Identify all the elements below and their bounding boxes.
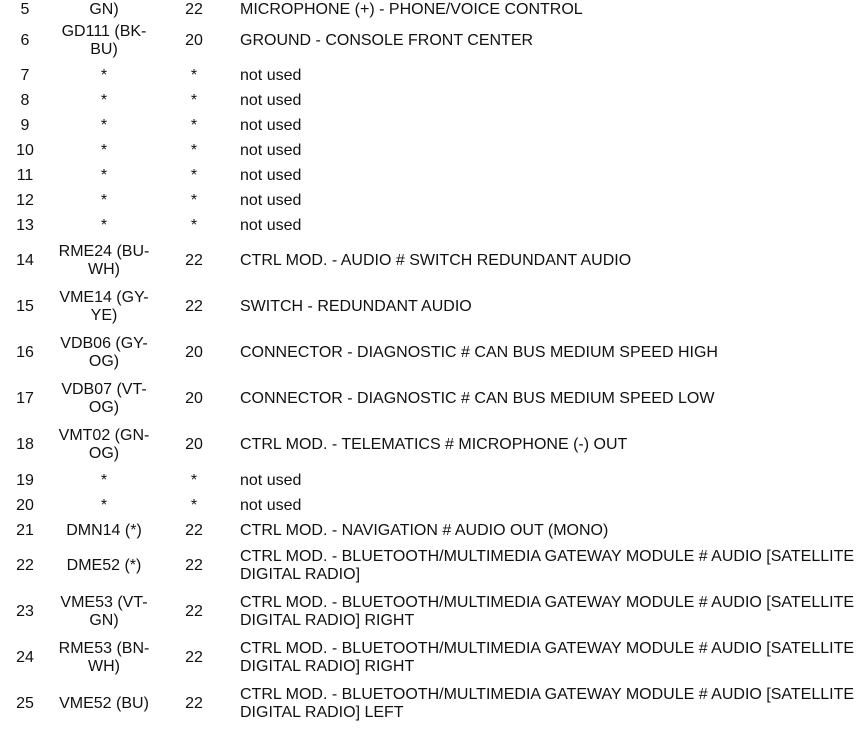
table-row xyxy=(0,19,859,63)
pin-number: 6 xyxy=(20,32,30,49)
pin-number: 22 xyxy=(16,557,34,574)
wire-gauge: 20 xyxy=(185,32,203,49)
pin-number: 11 xyxy=(16,166,34,184)
pin-function: not used xyxy=(240,471,302,489)
circuit-code: DMN14 (*) xyxy=(66,521,142,539)
table-row xyxy=(0,63,859,88)
wire-gauge: * xyxy=(190,166,198,184)
circuit-code: * xyxy=(100,166,108,184)
circuit-code: GN) xyxy=(89,0,119,18)
pin-function: CONNECTOR - DIAGNOSTIC # CAN BUS MEDIUM SPEED HIGH xyxy=(240,344,718,361)
pin-number: 12 xyxy=(16,191,34,209)
wire-gauge: * xyxy=(190,496,198,514)
wire-gauge: 22 xyxy=(185,252,203,269)
table-row xyxy=(0,635,859,681)
pin-function: not used xyxy=(240,116,302,134)
table-row xyxy=(0,681,859,727)
pin-number: 20 xyxy=(16,496,34,514)
pin-number: 13 xyxy=(16,216,34,234)
wire-gauge: 22 xyxy=(185,521,203,539)
circuit-code: * xyxy=(100,66,108,84)
circuit-code: * xyxy=(100,216,108,234)
circuit-code: VDB06 (GY-OG) xyxy=(60,335,148,370)
table-row xyxy=(0,113,859,138)
circuit-code: * xyxy=(100,496,108,514)
wire-gauge: 22 xyxy=(185,603,203,620)
pin-function: not used xyxy=(240,141,302,159)
circuit-code: GD111 (BK-BU) xyxy=(61,23,147,58)
pin-function: CTRL MOD. - BLUETOOTH/MULTIMEDIA GATEWAY MODULE # AUDIO [SATELLITE DIGITAL RADIO] xyxy=(240,548,855,583)
wire-gauge: * xyxy=(190,471,198,489)
pin-function: CTRL MOD. - BLUETOOTH/MULTIMEDIA GATEWAY MODULE # AUDIO [SATELLITE DIGITAL RADIO] RIGHT xyxy=(240,594,855,629)
pin-function: not used xyxy=(240,191,302,209)
pin-number: 18 xyxy=(16,436,34,453)
pin-number: 10 xyxy=(16,141,34,159)
table-row xyxy=(0,330,859,376)
pin-number: 23 xyxy=(16,603,34,620)
pin-number: 25 xyxy=(16,695,34,712)
circuit-code: VMT02 (GN-OG) xyxy=(58,427,150,462)
wire-gauge: 20 xyxy=(185,390,203,407)
pin-number: 19 xyxy=(16,471,34,489)
pin-function: MICROPHONE (+) - PHONE/VOICE CONTROL xyxy=(240,0,583,18)
pin-number: 21 xyxy=(16,521,34,539)
wire-gauge: 22 xyxy=(185,557,203,574)
wire-gauge: * xyxy=(190,116,198,134)
table-row xyxy=(0,0,859,19)
pin-number: 14 xyxy=(16,252,34,269)
circuit-code: VME53 (VT-GN) xyxy=(60,594,148,629)
table-row xyxy=(0,589,859,635)
pin-function: GROUND - CONSOLE FRONT CENTER xyxy=(240,32,534,49)
pin-function: not used xyxy=(240,166,302,184)
circuit-code: RME24 (BU-WH) xyxy=(58,243,150,278)
pin-function: not used xyxy=(240,91,302,109)
pin-function: CTRL MOD. - BLUETOOTH/MULTIMEDIA GATEWAY MODULE # AUDIO [SATELLITE DIGITAL RADIO] RIGHT xyxy=(240,640,855,675)
pin-function: SWITCH - REDUNDANT AUDIO xyxy=(240,298,472,315)
circuit-code: DME52 (*) xyxy=(66,557,142,574)
table-row xyxy=(0,468,859,493)
wire-gauge: * xyxy=(190,91,198,109)
table-row xyxy=(0,376,859,422)
table-row xyxy=(0,188,859,213)
pin-function: CTRL MOD. - BLUETOOTH/MULTIMEDIA GATEWAY MODULE # AUDIO [SATELLITE DIGITAL RADIO] LEFT xyxy=(240,686,855,721)
pin-function: CONNECTOR - DIAGNOSTIC # CAN BUS MEDIUM SPEED LOW xyxy=(240,390,715,407)
wire-gauge: 20 xyxy=(185,344,203,361)
circuit-code: VDB07 (VT-OG) xyxy=(61,381,147,416)
pin-number: 7 xyxy=(20,66,30,84)
pin-number: 8 xyxy=(20,91,30,109)
wire-gauge: 22 xyxy=(185,695,203,712)
pin-number: 15 xyxy=(16,298,34,315)
circuit-code: * xyxy=(100,191,108,209)
wire-gauge: * xyxy=(190,66,198,84)
wire-gauge: * xyxy=(190,216,198,234)
circuit-code: VME14 (GY-YE) xyxy=(59,289,149,324)
circuit-code: * xyxy=(100,91,108,109)
table-row xyxy=(0,88,859,113)
table-row xyxy=(0,493,859,518)
circuit-code: RME53 (BN-WH) xyxy=(58,640,150,675)
wire-gauge: * xyxy=(190,141,198,159)
wire-gauge: 22 xyxy=(185,0,203,18)
pin-function: not used xyxy=(240,216,302,234)
pin-number: 5 xyxy=(20,0,30,18)
pin-number: 9 xyxy=(20,116,30,134)
wire-gauge: * xyxy=(190,191,198,209)
table-row xyxy=(0,422,859,468)
pin-function: not used xyxy=(240,66,302,84)
wire-gauge: 20 xyxy=(185,436,203,453)
circuit-code: VME52 (BU) xyxy=(59,695,149,712)
circuit-code: * xyxy=(100,141,108,159)
pin-number: 16 xyxy=(16,344,34,361)
wire-gauge: 22 xyxy=(185,298,203,315)
pin-number: 17 xyxy=(16,390,34,407)
circuit-code: * xyxy=(100,116,108,134)
pin-function: not used xyxy=(240,496,302,514)
pin-function: CTRL MOD. - AUDIO # SWITCH REDUNDANT AUDIO xyxy=(240,252,632,269)
pin-function: CTRL MOD. - NAVIGATION # AUDIO OUT (MONO) xyxy=(240,521,609,539)
table-row xyxy=(0,238,859,284)
pin-function: CTRL MOD. - TELEMATICS # MICROPHONE (-) OUT xyxy=(240,436,628,453)
table-row xyxy=(0,518,859,543)
circuit-code: * xyxy=(100,471,108,489)
table-row xyxy=(0,543,859,589)
wire-gauge: 22 xyxy=(185,649,203,666)
table-row xyxy=(0,163,859,188)
table-row xyxy=(0,213,859,238)
table-row xyxy=(0,284,859,330)
table-row xyxy=(0,138,859,163)
pin-number: 24 xyxy=(16,649,34,666)
